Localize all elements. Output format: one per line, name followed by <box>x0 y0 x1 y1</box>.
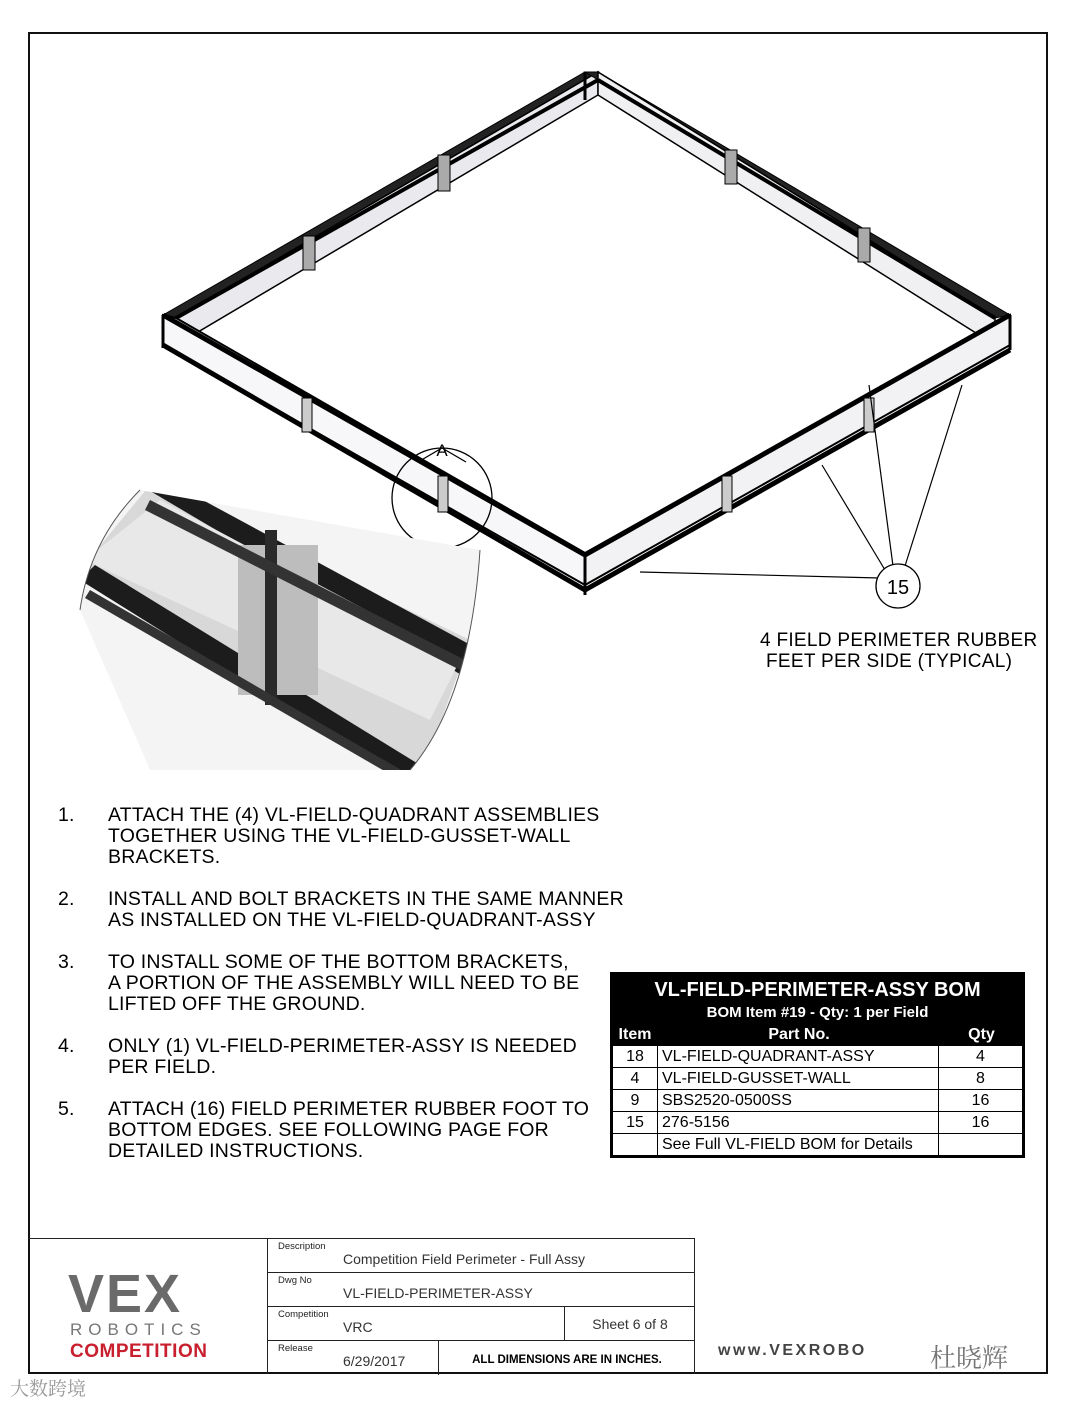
step-number: 3. <box>58 951 75 973</box>
cell-item: 4 <box>613 1068 658 1090</box>
step-number: 5. <box>58 1098 75 1120</box>
cell-qty: 8 <box>939 1068 1023 1090</box>
step-number: 2. <box>58 888 75 910</box>
dwg-row <box>268 1273 695 1307</box>
bom-rows <box>612 1045 1023 1156</box>
table-row <box>613 1068 1023 1090</box>
watermark-left: 大数跨境 <box>10 1379 87 1400</box>
rubber-feet-note <box>760 630 1050 672</box>
release-row <box>268 1341 695 1375</box>
release-value: 6/29/2017 <box>343 1353 406 1369</box>
logo-robotics-text: ROBOTICS <box>70 1320 207 1339</box>
bom-column-headers <box>612 1025 1023 1045</box>
title-block-fields <box>268 1238 695 1374</box>
cell-qty: 16 <box>939 1112 1023 1134</box>
cell-qty <box>939 1134 1023 1156</box>
step-text: ATTACH (16) FIELD PERIMETER RUBBER FOOT TO BOTTOM EDGES. SEE FOLLOWING PAGE FOR DETAILED INSTRUCTIONS. <box>108 1098 590 1162</box>
logo-vex-text: VEX <box>68 1264 183 1324</box>
table-row <box>613 1046 1023 1068</box>
cell-qty: 16 <box>939 1090 1023 1112</box>
step-number: 1. <box>58 804 75 826</box>
col-qty: Qty <box>968 1026 995 1043</box>
competition-value: VRC <box>343 1319 373 1335</box>
cell-part: SBS2520-0500SS <box>658 1090 939 1112</box>
description-label: Description <box>278 1241 326 1252</box>
table-row <box>613 1090 1023 1112</box>
vex-logo <box>28 1238 268 1374</box>
callout-line-1: 4 FIELD PERIMETER RUBBER <box>760 630 1038 651</box>
sheet-number: Sheet 6 of 8 <box>564 1307 695 1341</box>
watermark-right: 杜晓辉 <box>930 1343 1009 1373</box>
bom-title: VL-FIELD-PERIMETER-ASSY BOM <box>654 979 981 1001</box>
callout-line-2: FEET PER SIDE (TYPICAL) <box>766 651 1013 672</box>
col-item: Item <box>618 1026 652 1043</box>
cell-qty: 4 <box>939 1046 1023 1068</box>
bom-table <box>610 972 1025 1158</box>
dwg-value: VL-FIELD-PERIMETER-ASSY <box>343 1285 533 1301</box>
bom-header <box>612 974 1023 1025</box>
dimensions-note: ALL DIMENSIONS ARE IN INCHES. <box>438 1341 695 1375</box>
cell-item: 15 <box>613 1112 658 1134</box>
detail-label: A <box>436 441 448 460</box>
dwg-label: Dwg No <box>278 1275 312 1286</box>
detail-view-a <box>80 485 480 780</box>
description-value: Competition Field Perimeter - Full Assy <box>343 1251 585 1267</box>
cell-part: 276-5156 <box>658 1112 939 1134</box>
step-text: ATTACH THE (4) VL-FIELD-QUADRANT ASSEMBLIES TOGETHER USING THE VL-FIELD-GUSSET-WALL BRACKETS. <box>108 804 600 868</box>
instruction-step <box>58 952 638 1015</box>
table-row <box>613 1112 1023 1134</box>
step-text: ONLY (1) VL-FIELD-PERIMETER-ASSY IS NEEDED PER FIELD. <box>108 1035 577 1078</box>
bom-subtitle: BOM Item #19 - Qty: 1 per Field <box>706 1004 929 1021</box>
cell-item: 9 <box>613 1090 658 1112</box>
cell-part: See Full VL-FIELD BOM for Details <box>658 1134 939 1156</box>
step-number: 4. <box>58 1035 75 1057</box>
competition-label: Competition <box>278 1309 329 1320</box>
col-part-no: Part No. <box>768 1026 830 1043</box>
instruction-step <box>58 805 638 868</box>
title-block <box>28 1238 1048 1374</box>
website-url: www.VEXROBO <box>718 1342 867 1359</box>
step-text: TO INSTALL SOME OF THE BOTTOM BRACKETS, A PORTION OF THE ASSEMBLY WILL NEED TO BE LIFTED OFF THE GROUND. <box>108 951 580 1015</box>
cell-item: 18 <box>613 1046 658 1068</box>
leader-lines <box>640 385 962 578</box>
cell-part: VL-FIELD-GUSSET-WALL <box>658 1068 939 1090</box>
instruction-step <box>58 1036 638 1078</box>
competition-row <box>268 1307 695 1341</box>
description-row <box>268 1239 695 1273</box>
table-row <box>613 1134 1023 1156</box>
instruction-step <box>58 889 638 931</box>
cell-item <box>613 1134 658 1156</box>
instruction-step <box>58 1099 638 1162</box>
logo-competition-text: COMPETITION <box>70 1341 208 1362</box>
release-label: Release <box>278 1343 313 1354</box>
balloon-number: 15 <box>886 577 910 599</box>
cell-part: VL-FIELD-QUADRANT-ASSY <box>658 1046 939 1068</box>
assembly-instructions <box>58 805 638 1183</box>
step-text: INSTALL AND BOLT BRACKETS IN THE SAME MANNER AS INSTALLED ON THE VL-FIELD-QUADRANT-ASSY <box>108 888 624 931</box>
